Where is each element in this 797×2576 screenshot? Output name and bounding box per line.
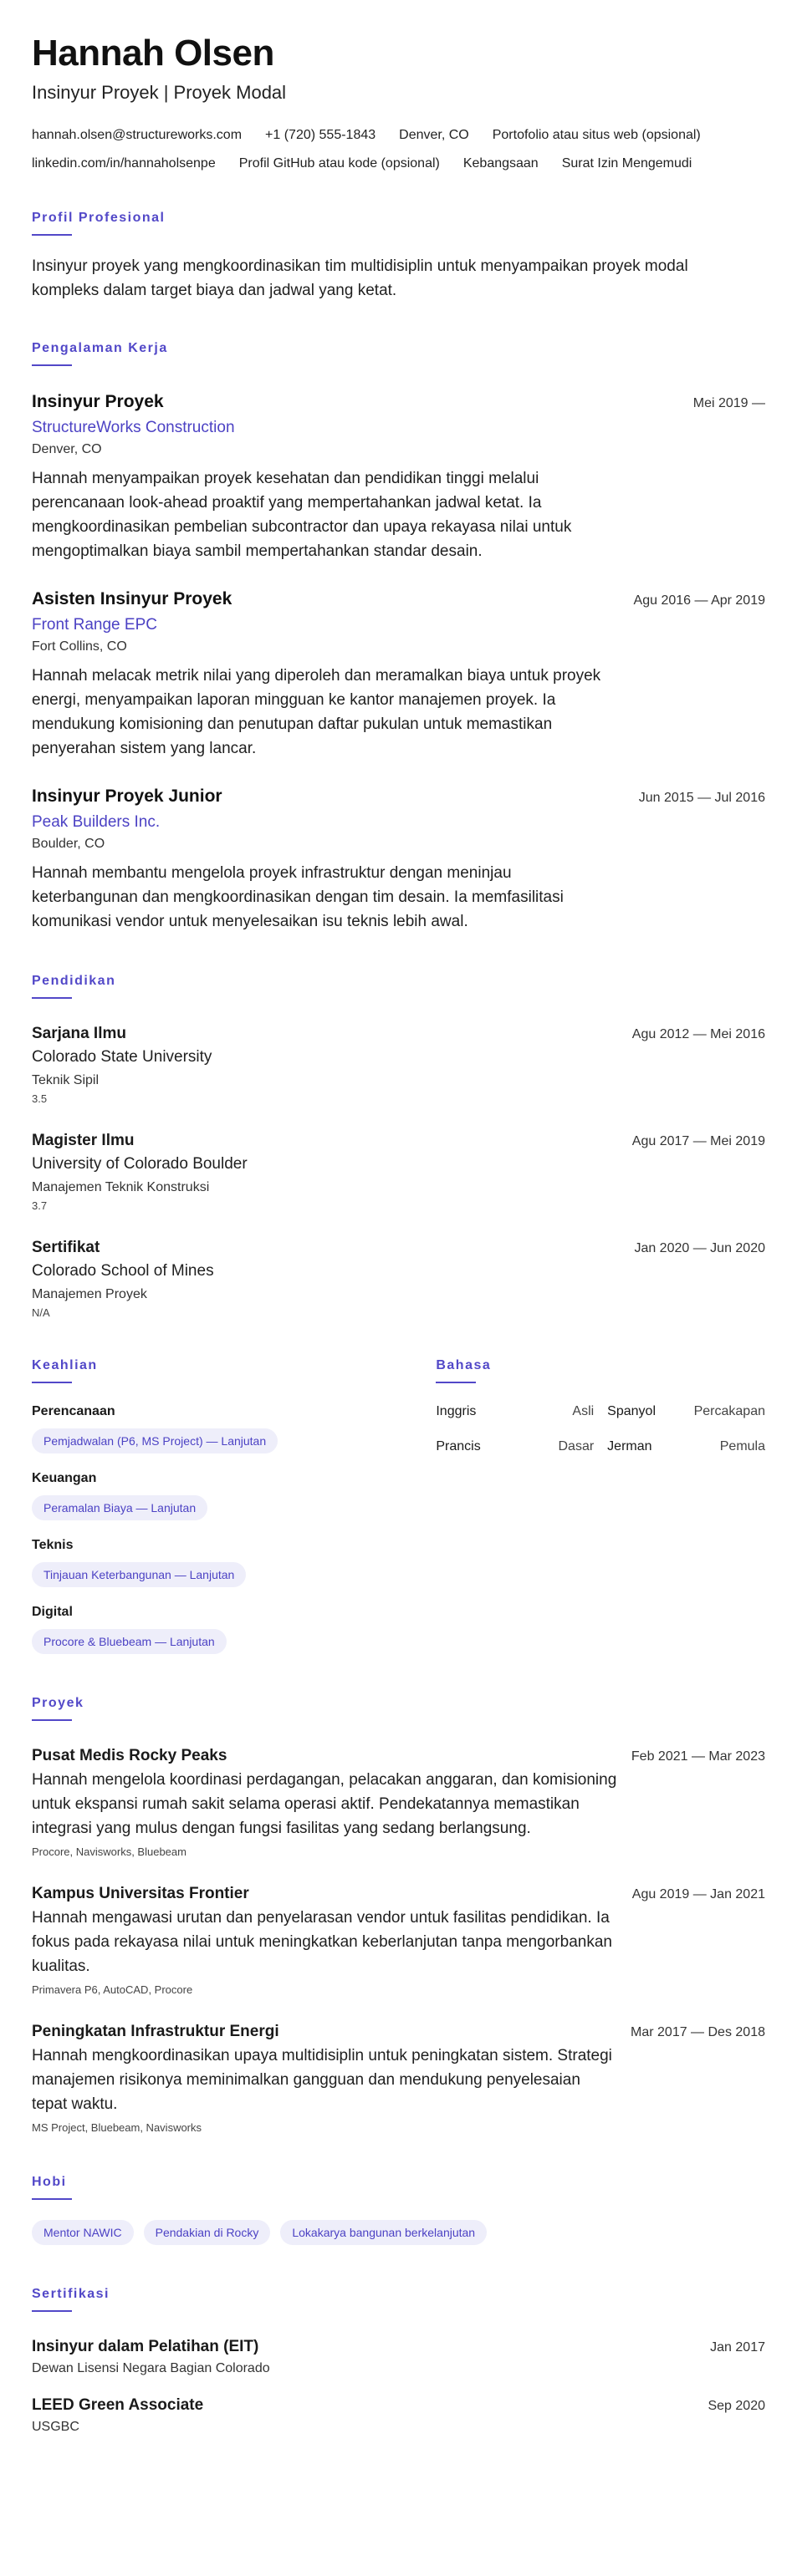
skills-languages-section [32,1357,765,1654]
section-divider [436,1382,476,1383]
section-divider [32,364,72,366]
certification-date: Sep 2020 [708,2399,765,2413]
candidate-title: Insinyur Proyek | Proyek Modal [32,82,287,103]
education-grade: 3.5 [32,1092,48,1105]
language-name: Prancis [436,1439,481,1453]
language-item [607,1402,765,1422]
job-company: StructureWorks Construction [32,419,235,436]
language-level: Percakapan [693,1404,765,1418]
job-date: Agu 2016 — Apr 2019 [633,593,765,608]
contact-list [32,125,765,174]
section-divider [32,1382,72,1383]
hobbies-section [32,2173,765,2245]
section-title-experience: Pengalaman Kerja [32,341,168,355]
section-divider [32,997,72,999]
job-description: Hannah menyampaikan proyek kesehatan dan pendidikan tinggi melalui perencanaan look-ahead proaktif yang mempertahankan jadwal ketat. Ia mengkoordinasikan pembelian subcontractor dan upaya rekayasa nilai untuk mengoptimalkan biaya sambil mempertahankan standar desain. [32,470,572,560]
skill-group [32,1602,377,1654]
project-date: Mar 2017 — Des 2018 [631,2025,765,2039]
project-tools: MS Project, Bluebeam, Navisworks [32,2121,202,2134]
job-date: Mei 2019 — [692,396,765,410]
contact-location: Denver, CO [399,128,469,142]
contact-nationality: Kebangsaan [462,156,539,171]
language-level: Asli [572,1404,595,1418]
section-divider [32,2310,72,2312]
job-location: Denver, CO [32,442,102,456]
experience-section [32,339,765,934]
contact-phone: +1 (720) 555-1843 [265,128,376,142]
project-entry [32,1744,765,1861]
profile-section [32,209,765,303]
education-entry [32,1022,765,1107]
job-location: Boulder, CO [32,837,105,851]
contact-linkedin: linkedin.com/in/hannaholsenpe [32,156,216,171]
section-title-profile: Profil Profesional [32,211,166,225]
education-grade: N/A [32,1306,50,1319]
project-date: Agu 2019 — Jan 2021 [631,1887,765,1901]
project-title: Kampus Universitas Frontier [32,1885,249,1902]
skill-group [32,1469,377,1520]
education-field: Teknik Sipil [32,1073,100,1087]
project-entry [32,2020,765,2136]
language-name: Jerman [607,1439,652,1453]
profile-summary: Insinyur proyek yang mengkoordinasikan tim multidisiplin untuk menyampaikan proyek modal kompleks dalam target biaya dan jadwal yang ketat. [32,257,688,299]
section-title-education: Pendidikan [32,974,116,988]
job-location: Fort Collins, CO [32,639,127,654]
contact-github: Profil GitHub atau kode (opsional) [238,156,440,171]
job-title: Insinyur Proyek [32,392,164,411]
section-title-projects: Proyek [32,1696,84,1710]
education-school: Colorado State University [32,1048,212,1066]
projects-section [32,1694,765,2136]
language-level: Dasar [558,1439,595,1453]
job-entry [32,389,765,563]
skill-chip: Procore & Bluebeam — Lanjutan [32,1629,227,1654]
education-entry [32,1236,765,1321]
education-field: Manajemen Proyek [32,1287,147,1301]
project-entry [32,1882,765,1998]
project-tools: Primavera P6, AutoCAD, Procore [32,1983,193,1996]
project-description: Hannah mengelola koordinasi perdagangan, pelacakan anggaran, dan komisioning untuk ekspansi rumah sakit selama operasi aktif. Pendekatannya memastikan integrasi yang mulus dengan fungsi fasilitas yang sedang berlangsung. [32,1771,617,1837]
skill-chip: Pemjadwalan (P6, MS Project) — Lanjutan [32,1428,278,1453]
section-title-skills: Keahlian [32,1358,98,1372]
contact-portfolio: Portofolio atau situs web (opsional) [492,128,701,142]
project-title: Peningkatan Infrastruktur Energi [32,2023,279,2040]
certification-entry [32,2335,765,2379]
section-divider [32,2198,72,2200]
skill-chip: Tinjauan Keterbangunan — Lanjutan [32,1562,246,1587]
education-degree: Sarjana Ilmu [32,1025,126,1042]
education-date: Jan 2020 — Jun 2020 [634,1241,765,1255]
job-company: Front Range EPC [32,616,157,634]
section-title-languages: Bahasa [436,1358,492,1372]
language-name: Spanyol [607,1404,656,1418]
job-company: Peak Builders Inc. [32,813,161,831]
job-title: Asisten Insinyur Proyek [32,589,232,608]
skill-category: Teknis [32,1538,74,1552]
project-date: Feb 2021 — Mar 2023 [631,1749,765,1764]
job-date: Jun 2015 — Jul 2016 [638,791,765,805]
certification-date: Jan 2017 [710,2340,765,2355]
skill-category: Keuangan [32,1471,97,1485]
skill-group [32,1402,377,1453]
language-name: Inggris [436,1404,477,1418]
section-divider [32,1719,72,1721]
hobby-chip: Mentor NAWIC [32,2220,134,2245]
resume-header [32,32,765,174]
certification-name: Insinyur dalam Pelatihan (EIT) [32,2338,259,2355]
job-title: Insinyur Proyek Junior [32,787,222,806]
language-item [607,1437,765,1457]
education-degree: Magister Ilmu [32,1132,135,1149]
languages-column [436,1357,765,1654]
education-school: University of Colorado Boulder [32,1155,248,1173]
certification-issuer: Dewan Lisensi Negara Bagian Colorado [32,2361,270,2375]
hobby-chip: Pendakian di Rocky [144,2220,271,2245]
job-description: Hannah membantu mengelola proyek infrastruktur dengan meninjau keterbangunan dan mengkoordinasikan dengan tim desain. Ia memfasilitasi komunikasi vendor untuk menyelesaikan isu teknis lebih awal. [32,864,564,930]
education-school: Colorado School of Mines [32,1262,214,1280]
contact-email: hannah.olsen@structureworks.com [32,128,243,142]
education-degree: Sertifikat [32,1239,100,1256]
skills-column [32,1357,377,1654]
section-title-certifications: Sertifikasi [32,2287,110,2301]
education-grade: 3.7 [32,1199,48,1212]
project-tools: Procore, Navisworks, Bluebeam [32,1845,186,1858]
section-divider [32,234,72,236]
education-date: Agu 2012 — Mei 2016 [631,1027,765,1041]
certifications-section [32,2285,765,2437]
certification-entry [32,2394,765,2437]
contact-license: Surat Izin Mengemudi [561,156,692,171]
hobby-chip: Lokakarya bangunan berkelanjutan [280,2220,487,2245]
job-entry [32,784,765,934]
education-field: Manajemen Teknik Konstruksi [32,1180,210,1194]
section-title-hobbies: Hobi [32,2175,67,2189]
skill-category: Digital [32,1605,73,1619]
project-description: Hannah mengawasi urutan dan penyelarasan vendor untuk fasilitas pendidikan. Ia fokus pada rekayasa nilai untuk meningkatkan keberlanjutan tanpa mengorbankan kualitas. [32,1909,612,1975]
skill-chip: Peramalan Biaya — Lanjutan [32,1495,207,1520]
job-description: Hannah melacak metrik nilai yang diperoleh dan meramalkan biaya untuk proyek energi, menyampaikan laporan mingguan ke kantor manajemen proyek. Ia mendukung komisioning dan penutupan daftar pukulan untuk memastikan penyerahan sistem yang lancar. [32,667,601,757]
skill-group [32,1535,377,1587]
education-entry [32,1129,765,1214]
language-item [436,1437,594,1457]
certification-issuer: USGBC [32,2420,79,2434]
education-section [32,972,765,1321]
skill-category: Perencanaan [32,1404,115,1418]
job-entry [32,587,765,761]
project-description: Hannah mengkoordinasikan upaya multidisiplin untuk peningkatan sistem. Strategi manajemen risikonya meminimalkan gangguan dan mendukung penyelesaian tepat waktu. [32,2047,612,2113]
language-item [436,1402,594,1422]
project-title: Pusat Medis Rocky Peaks [32,1747,227,1764]
language-level: Pemula [719,1439,765,1453]
candidate-name: Hannah Olsen [32,33,274,74]
certification-name: LEED Green Associate [32,2396,204,2414]
education-date: Agu 2017 — Mei 2019 [631,1134,765,1148]
